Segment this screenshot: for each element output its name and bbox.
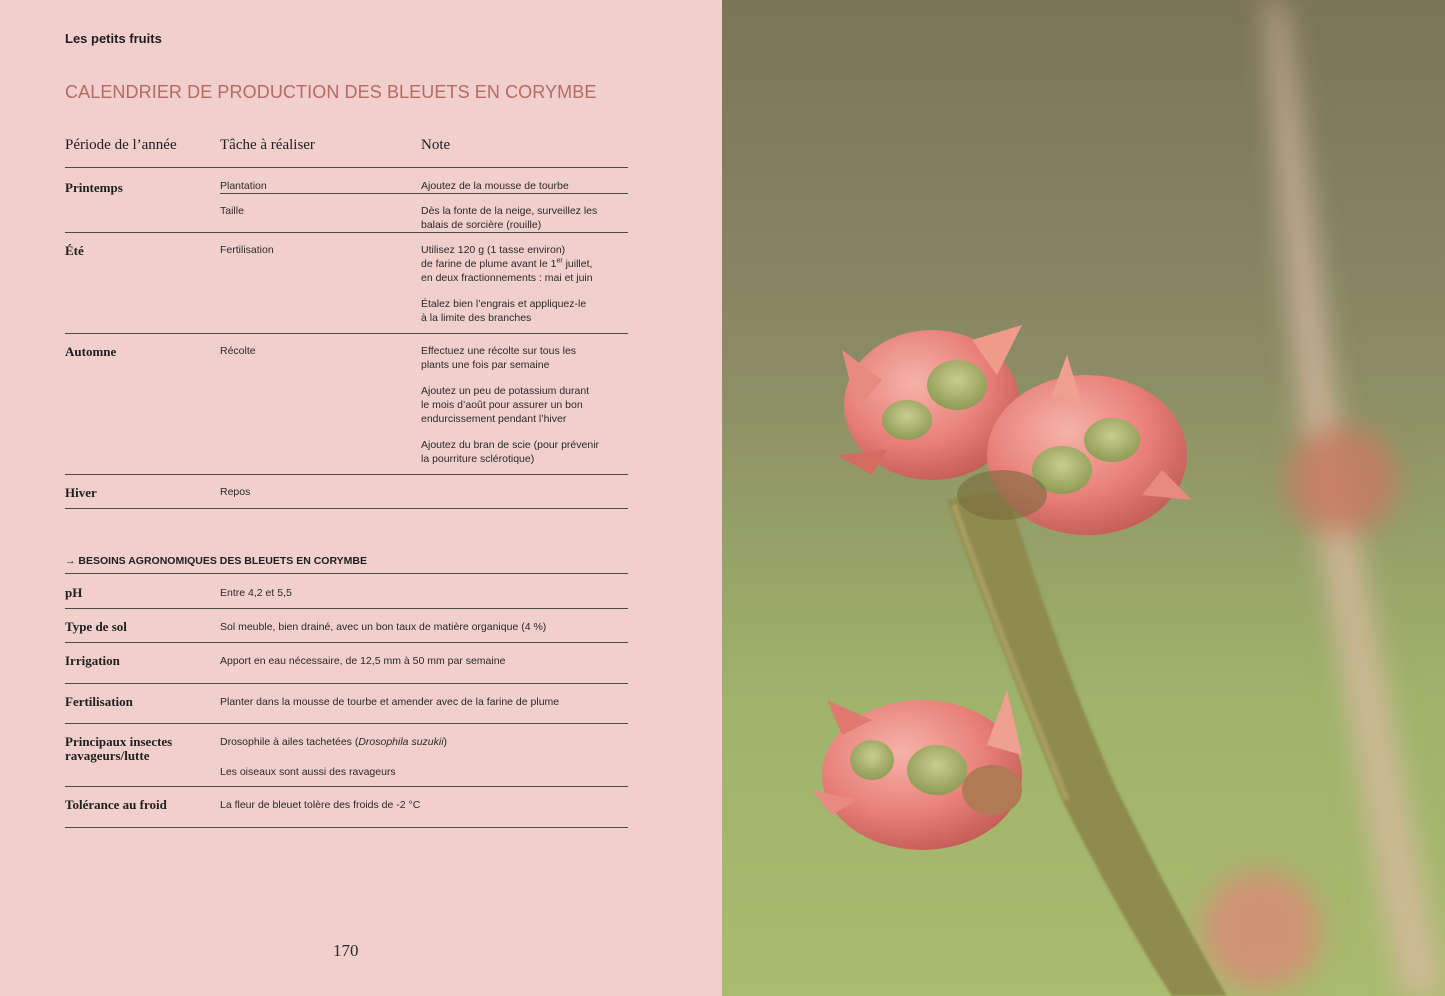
- note-line: Ajoutez du bran de scie (pour prévenir: [421, 439, 600, 451]
- table-header-row: [65, 134, 628, 168]
- need-value: La fleur de bleuet tolère des froids de -2 °C: [220, 799, 421, 811]
- season-label: Printemps: [65, 180, 123, 195]
- note-cell: [421, 485, 628, 508]
- note-cell: [421, 204, 628, 232]
- need-label-line: Principaux insectes: [65, 734, 173, 749]
- season-label: Hiver: [65, 485, 97, 500]
- task-row: [220, 193, 628, 232]
- note-line: Utilisez 120 g (1 tasse environ): [421, 244, 566, 256]
- season-row-autumn: [65, 334, 628, 475]
- need-row-pests: [65, 724, 628, 787]
- agronomic-needs-table: [65, 575, 628, 828]
- task-cell: Taille: [220, 205, 244, 217]
- value-text: ): [443, 736, 448, 748]
- season-label: Été: [65, 243, 84, 258]
- need-value: Sol meuble, bien drainé, avec un bon taux de matière organique (4 %): [220, 621, 547, 633]
- superscript: er: [556, 257, 563, 265]
- season-row-summer: [65, 233, 628, 334]
- need-label: Tolérance au froid: [65, 797, 167, 812]
- need-value: Entre 4,2 et 5,5: [220, 587, 292, 599]
- note-line: balais de sorcière (rouille): [421, 219, 542, 231]
- need-label: Irrigation: [65, 653, 120, 668]
- note-line: de farine de plume avant le 1: [421, 258, 557, 270]
- need-row-cold-tolerance: [65, 787, 628, 828]
- season-row-spring: [65, 168, 628, 233]
- species-name: Drosophila suzukii: [358, 736, 444, 748]
- header-period: Période de l’année: [65, 137, 177, 153]
- task-cell: Repos: [220, 486, 251, 498]
- season-label: Automne: [65, 344, 117, 359]
- need-row-fertilisation: [65, 684, 628, 724]
- running-head: Les petits fruits: [65, 31, 162, 46]
- value-text: Les oiseaux sont aussi des ravageurs: [220, 766, 396, 778]
- left-page: [0, 0, 722, 996]
- need-value: Apport en eau nécessaire, de 12,5 mm à 50 mm par semaine: [220, 655, 506, 667]
- page-number: 170: [333, 941, 359, 960]
- note-cell: [421, 243, 628, 333]
- note-cell: [421, 344, 628, 474]
- production-calendar-table: [65, 134, 628, 509]
- task-cell: Fertilisation: [220, 244, 274, 256]
- note-line: juillet,: [562, 258, 593, 270]
- note-line: la pourriture sclérotique): [421, 453, 535, 465]
- note-line: endurcissement pendant l’hiver: [421, 413, 567, 425]
- value-text: Drosophile à ailes tachetées (: [220, 736, 359, 748]
- need-label: [65, 735, 220, 786]
- note-line: à la limite des branches: [421, 312, 532, 324]
- need-row-soil: [65, 609, 628, 643]
- photo-illustration: [722, 0, 1445, 996]
- task-cell: Plantation: [220, 180, 267, 192]
- note-line: Ajoutez un peu de potassium durant: [421, 385, 590, 397]
- need-label: pH: [65, 585, 83, 600]
- note-line: en deux fractionnements : mai et juin: [421, 272, 593, 284]
- note-line: plants une fois par semaine: [421, 359, 550, 371]
- needs-heading: → BESOINS AGRONOMIQUES DES BLEUETS EN CORYMBE: [65, 555, 628, 574]
- need-label: Type de sol: [65, 619, 127, 634]
- note-cell: Ajoutez de la mousse de tourbe: [421, 180, 569, 192]
- need-row-irrigation: [65, 643, 628, 684]
- need-label-line: ravageurs/lutte: [65, 748, 150, 763]
- need-value: [220, 735, 628, 786]
- task-row: [220, 168, 628, 193]
- need-row-ph: [65, 575, 628, 609]
- season-row-winter: [65, 475, 628, 509]
- note-line: le mois d’août pour assurer un bon: [421, 399, 583, 411]
- blueberry-flower-buds-photo: [722, 0, 1445, 996]
- task-cell: Récolte: [220, 345, 256, 357]
- note-line: Effectuez une récolte sur tous les: [421, 345, 577, 357]
- note-line: Dès la fonte de la neige, surveillez les: [421, 205, 598, 217]
- header-task: Tâche à réaliser: [220, 137, 315, 153]
- need-label: Fertilisation: [65, 694, 133, 709]
- header-note: Note: [421, 137, 451, 153]
- section-title: CALENDRIER DE PRODUCTION DES BLEUETS EN CORYMBE: [65, 82, 597, 102]
- note-line: Étalez bien l’engrais et appliquez-le: [421, 298, 587, 310]
- need-value: Planter dans la mousse de tourbe et amender avec de la farine de plume: [220, 696, 560, 708]
